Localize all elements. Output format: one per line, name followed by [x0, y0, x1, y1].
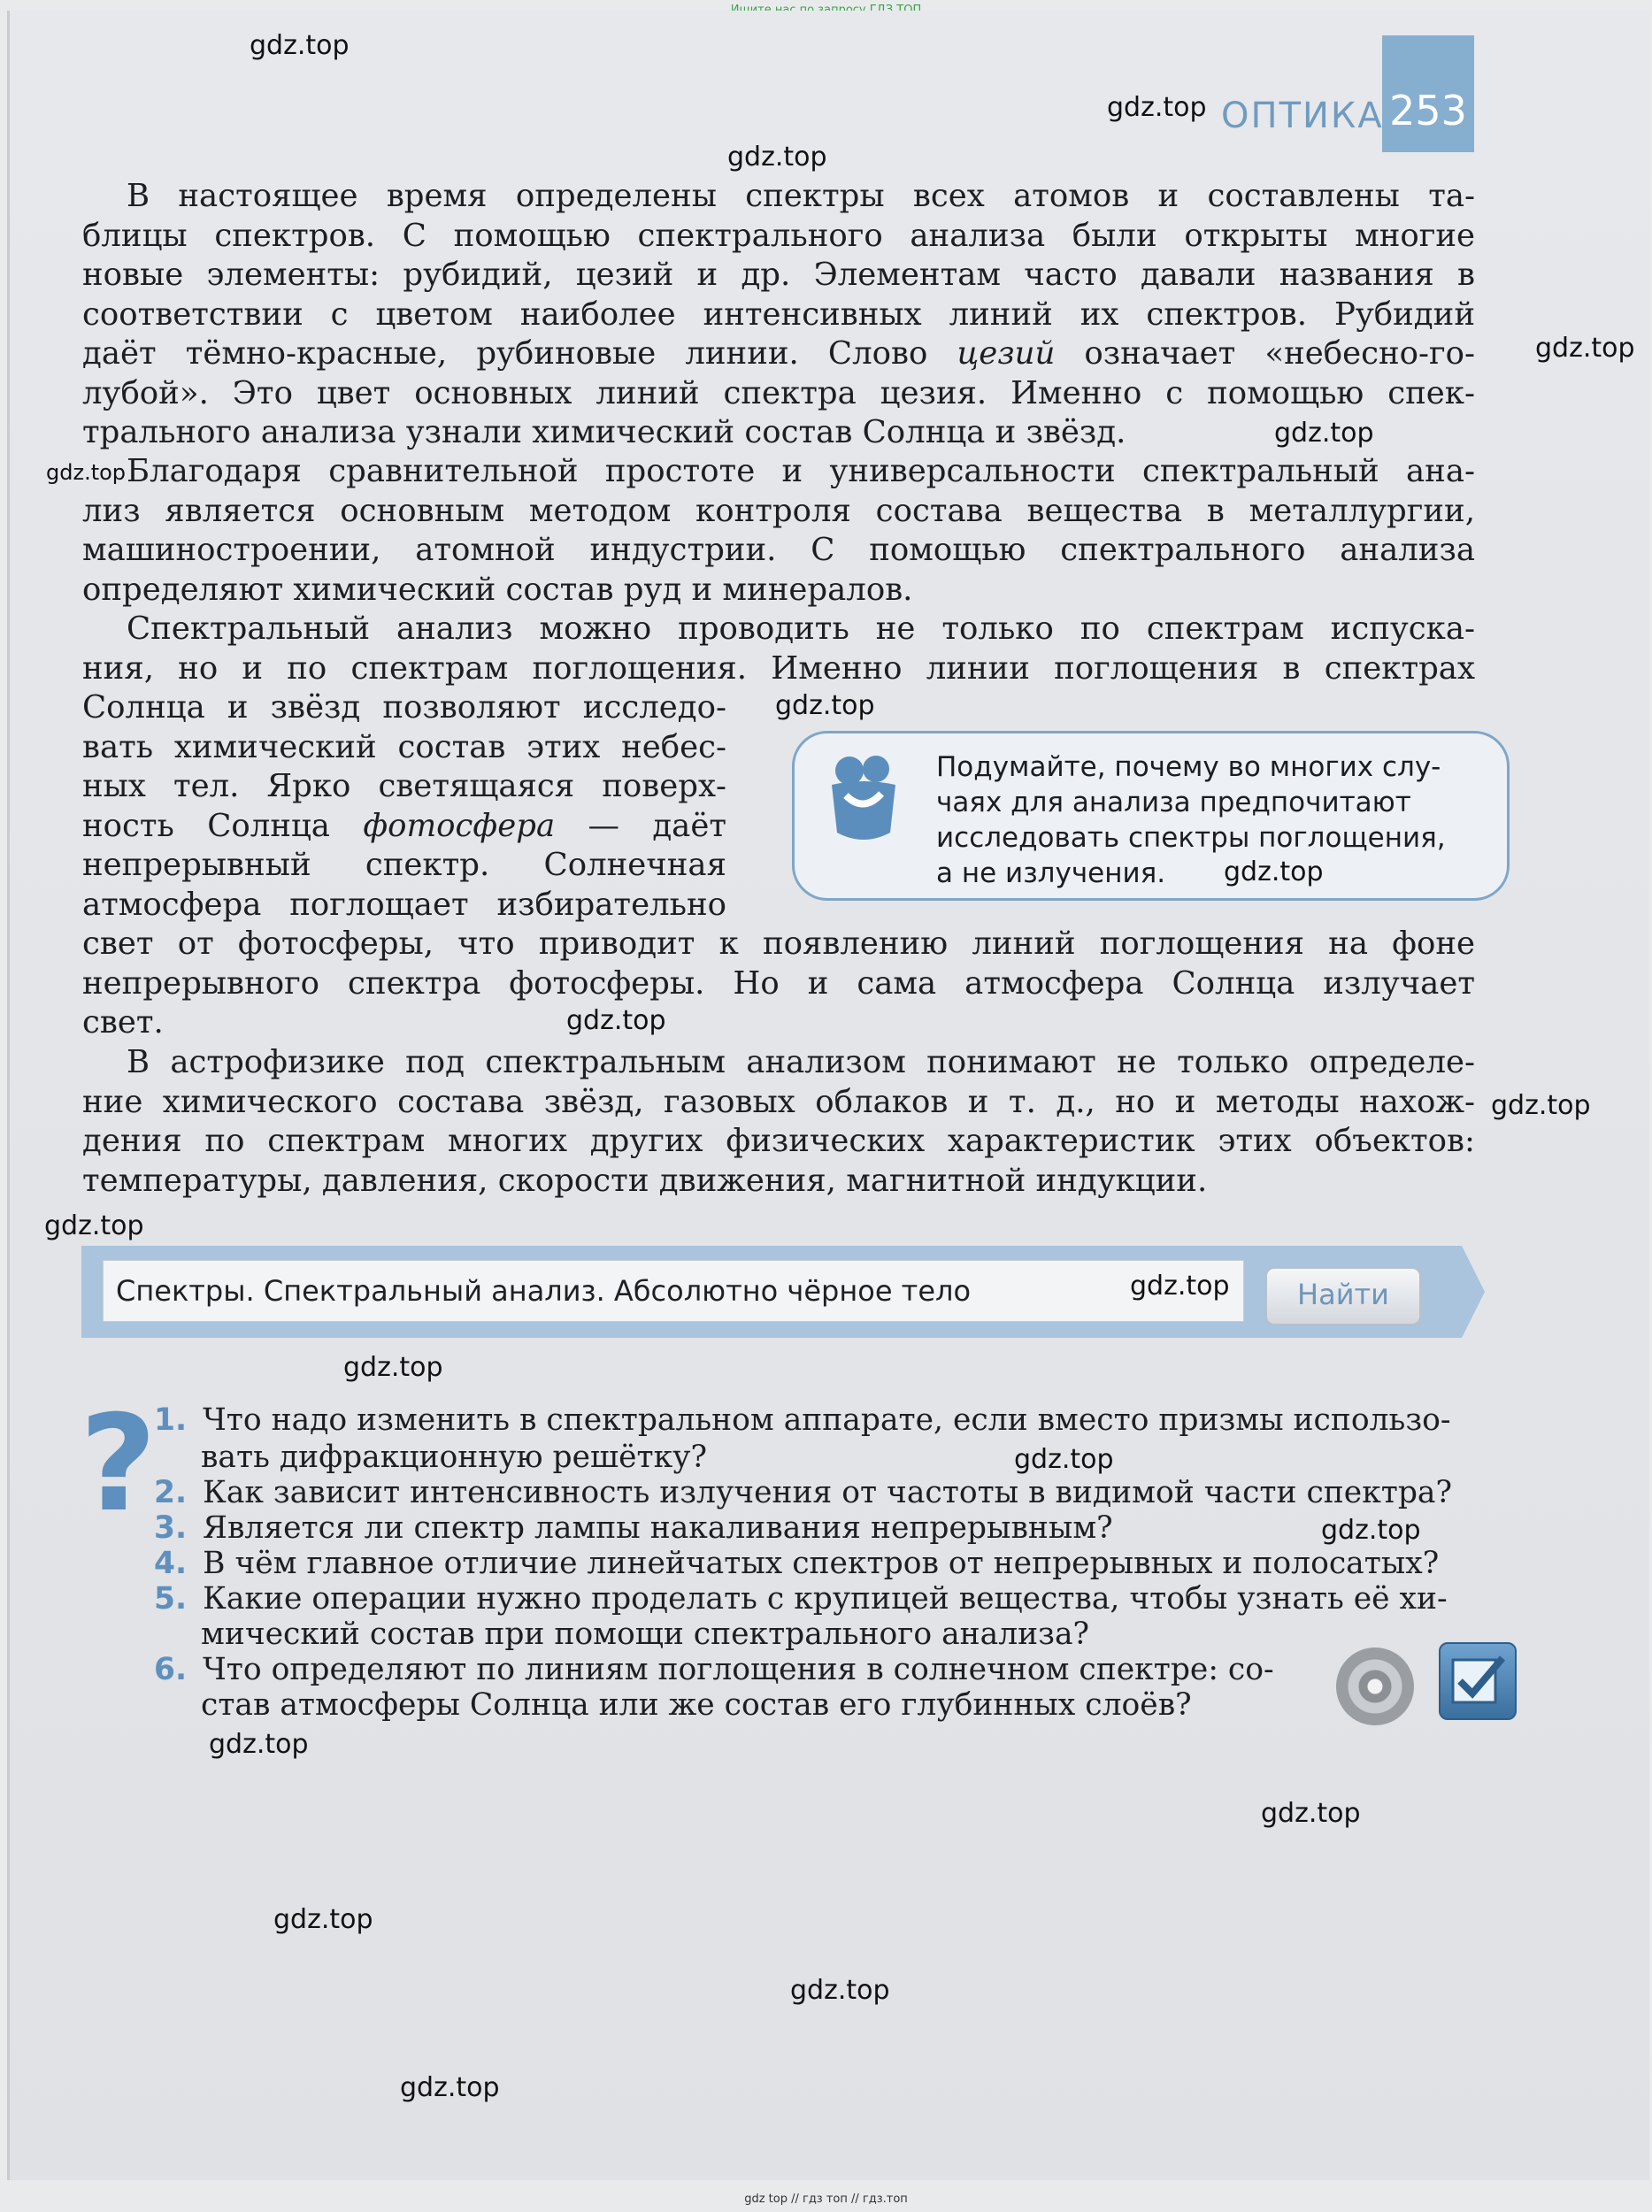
text-line: Солнца и звёзд позволяют исследо-: [82, 689, 726, 726]
text-line: ных тел. Ярко светящаяся поверх-: [82, 768, 726, 804]
question-1-cont: вать дифракционную решётку?: [201, 1440, 707, 1475]
paragraph-1: [82, 177, 1475, 453]
watermark: gdz.top: [790, 1975, 890, 2006]
text-line: ние химического состава звёзд, газовых облаков и т. д., но и методы нахож-: [82, 1083, 1475, 1120]
callout-line: чаях для анализа предпочитают: [936, 787, 1411, 818]
question-2: [154, 1474, 1452, 1511]
callout-line: Подумайте, почему во многих слу-: [936, 751, 1441, 783]
watermark: gdz.top: [1321, 1515, 1421, 1546]
question-number: 6.: [154, 1652, 188, 1687]
question-number: 4.: [154, 1546, 188, 1581]
question-text: Является ли спектр лампы накаливания непрерывным?: [203, 1510, 1113, 1546]
text-line: машиностроении, атомной индустрии. С помощью спектрального анализа: [82, 532, 1475, 568]
text-line: температуры, давления, скорости движения, магнитной индукции.: [82, 1162, 1208, 1199]
watermark: gdz.top: [566, 1005, 666, 1036]
paragraph-4: [82, 1043, 1475, 1201]
think-callout: [792, 731, 1510, 901]
text-line: лубой». Это цвет основных линий спектра цезия. Именно с помощью спек-: [82, 374, 1475, 411]
text-line: дения по спектрам многих других физических характеристик этих объектов:: [82, 1123, 1475, 1159]
question-text: Что надо изменить в спектральном аппарате, если вместо призмы использо-: [203, 1402, 1451, 1438]
text-line: Благодаря сравнительной простоте и универсальности спектральный ана-: [127, 453, 1475, 489]
cd-disc-icon[interactable]: [1336, 1647, 1414, 1725]
question-text: Как зависит интенсивность излучения от частоты в видимой части спектра?: [203, 1475, 1452, 1510]
text-line: вать химический состав этих небес-: [82, 728, 726, 765]
watermark: gdz.top: [1261, 1798, 1361, 1829]
text-line: непрерывного спектра фотосферы. Но и сама атмосфера Солнца излучает: [82, 964, 1475, 1002]
text-line: ность Солнца фотосфера — даёт: [82, 807, 726, 844]
watermark: gdz.top: [727, 142, 827, 173]
text-line: новые элементы: рубидий, цезий и др. Элементам часто давали названия в: [82, 257, 1475, 293]
text-line: Спектральный анализ можно проводить не только по спектрам испуска-: [127, 611, 1475, 647]
question-3: [154, 1509, 1113, 1547]
question-number: 5.: [154, 1581, 188, 1617]
text-line: трального анализа узнали химический состав Солнца и звёзд.: [82, 414, 1126, 450]
question-number: 3.: [154, 1510, 188, 1546]
watermark: gdz.top: [1535, 333, 1635, 364]
watermark: gdz.top: [250, 30, 350, 61]
watermark: gdz.top: [209, 1729, 309, 1760]
watermark: gdz.top: [46, 460, 127, 485]
paragraph-3-narrow: [82, 688, 726, 925]
watermark: gdz.top: [400, 2072, 500, 2103]
question-number: 1.: [154, 1402, 188, 1438]
question-text: Какие операции нужно проделать с крупицей вещества, чтобы узнать её хи-: [203, 1581, 1448, 1617]
watermark: gdz.top: [1107, 92, 1207, 123]
text-line: непрерывный спектр. Солнечная: [82, 847, 726, 883]
paragraph-3: [82, 610, 1475, 688]
watermark: gdz.top: [1130, 1271, 1230, 1302]
paragraph-3-rest: [82, 925, 1475, 1043]
search-bar-arrow: [1462, 1246, 1485, 1338]
text-line: даёт тёмно-красные, рубиновые линии. Слово цезий означает «небесно-го-: [82, 335, 1476, 372]
text-line: лиз является основным методом контроля состава вещества в металлургии,: [82, 492, 1475, 529]
thinking-head-icon: [819, 751, 908, 849]
question-5: [154, 1580, 1448, 1617]
text-line: свет от фотосферы, что приводит к появлению линий поглощения на фоне: [82, 926, 1475, 962]
text-line: В астрофизике под спектральным анализом понимают не только определе-: [127, 1044, 1475, 1080]
watermark: gdz.top: [1274, 418, 1374, 449]
question-1: [154, 1402, 1451, 1439]
question-mark-icon: ?: [80, 1387, 158, 1541]
callout-line: исследовать спектры поглощения,: [936, 822, 1446, 854]
text-line: В настоящее время определены спектры всех атомов и составлены та-: [127, 178, 1475, 214]
text-line: блицы спектров. С помощью спектрального анализа были открыты многие: [82, 217, 1475, 254]
search-input[interactable]: Спектры. Спектральный анализ. Абсолютно чёрное тело: [103, 1260, 1244, 1322]
text-line: ния, но и по спектрам поглощения. Именно линии поглощения в спектрах: [82, 649, 1475, 687]
watermark: gdz.top: [273, 1904, 373, 1935]
term-cesium: цезий: [957, 335, 1056, 372]
callout-text: [936, 749, 1494, 891]
question-6: [154, 1651, 1274, 1688]
callout-line: а не излучения.: [936, 857, 1166, 889]
page-number: 253: [1389, 87, 1467, 134]
paragraph-2: [82, 452, 1475, 610]
question-4: [154, 1545, 1439, 1582]
watermark: gdz.top: [1491, 1090, 1591, 1121]
watermark: gdz.top: [44, 1210, 144, 1241]
watermark: gdz.top: [775, 690, 875, 721]
text-line: свет.: [82, 1004, 164, 1041]
watermark: gdz.top: [343, 1352, 443, 1383]
watermark: gdz.top: [1224, 856, 1324, 887]
text-line: атмосфера поглощает избирательно: [82, 886, 726, 923]
question-6-cont: став атмосферы Солнца или же состав его глубинных слоёв?: [201, 1687, 1192, 1723]
question-text: Что определяют по линиям поглощения в солнечном спектре: со-: [203, 1652, 1274, 1687]
watermark: gdz.top: [1014, 1444, 1114, 1475]
checkbox-icon[interactable]: [1439, 1642, 1517, 1720]
text-line: определяют химический состав руд и минералов.: [82, 571, 913, 608]
search-button[interactable]: Найти: [1265, 1267, 1421, 1325]
text-line: соответствии с цветом наиболее интенсивных линий их спектров. Рубидий: [82, 296, 1475, 333]
question-text: В чём главное отличие линейчатых спектров от непрерывных и полосатых?: [203, 1546, 1440, 1581]
question-5-cont: мический состав при помощи спектрального анализа?: [201, 1617, 1090, 1652]
term-photosphere: фотосфера: [363, 807, 556, 844]
question-number: 2.: [154, 1475, 188, 1510]
section-title: ОПТИКА: [1221, 96, 1384, 136]
bottom-note: gdz top // гдз топ // гдз.топ: [744, 2193, 908, 2206]
